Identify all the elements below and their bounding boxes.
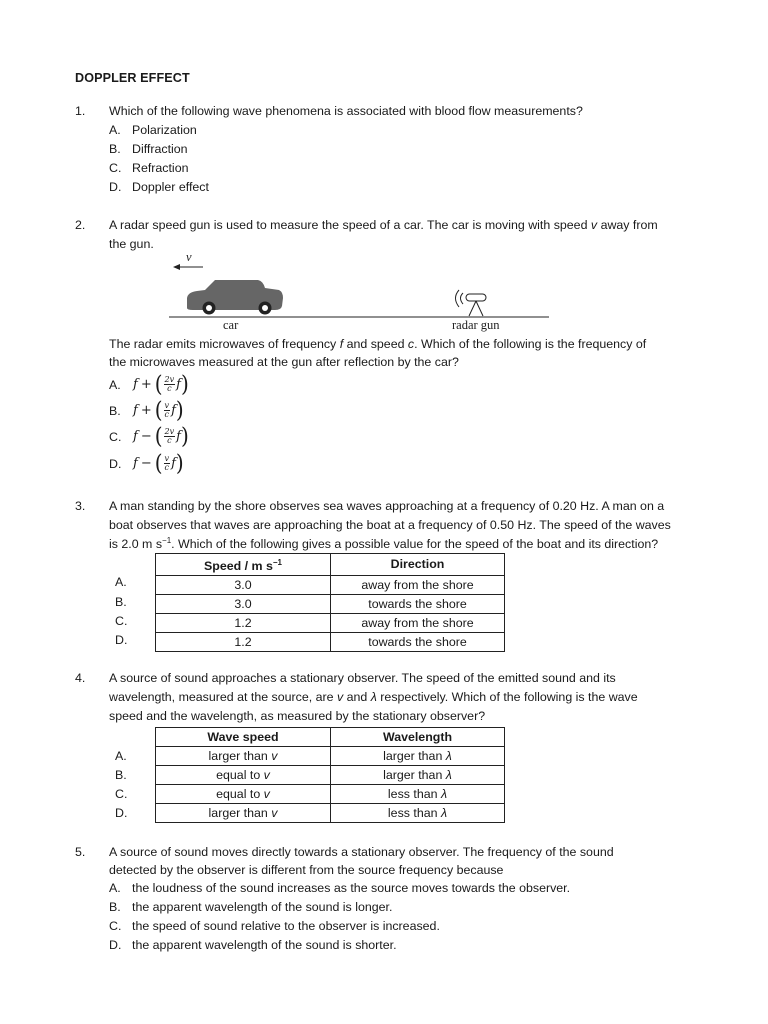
fraction-numerator: v [164,400,170,410]
table-cell [156,785,331,804]
fraction [164,376,176,393]
option-label: D. [109,180,122,194]
table-cell [156,804,331,823]
cell-text: less than [387,786,441,801]
row-label: C. [115,614,128,628]
variable-lambda: λ [440,786,448,801]
question-number: 3. [75,499,86,513]
question-text: A source of sound moves directly towards a stationary observer. The frequency of the sound [109,845,614,859]
paren-close: ) [180,422,189,450]
question-text: boat observes that waves are approaching the boat at a frequency of 0.50 Hz. The speed of the waves [109,518,671,532]
question-number: 5. [75,845,86,859]
question-text: Which of the following wave phenomena is associated with blood flow measurements? [109,104,583,118]
option-text: Doppler effect [132,180,209,194]
option-formula [133,449,184,477]
variable-v: v [590,218,598,232]
table-header: Wave speed [156,728,331,747]
formula-tail: f [176,376,181,392]
formula-operator: + [140,402,152,418]
formula-operator: + [140,376,152,392]
fraction-numerator: 2v [164,374,175,384]
question-number: 4. [75,671,86,685]
text-run: away from [597,218,658,232]
row-label: A. [115,749,127,763]
header-text: Speed / m s [204,559,273,574]
superscript: −1 [162,536,172,545]
fraction-denominator: c [164,409,170,419]
formula-operator: − [140,428,152,444]
table-row [156,576,505,595]
table-cell [331,747,505,766]
text-run: is 2.0 m s [109,537,163,552]
table-cell [331,785,505,804]
table-row [156,595,505,614]
option-label: D. [109,938,122,952]
paren-close: ) [175,449,184,477]
option-text: the loudness of the sound increases as the source moves towards the observer. [132,881,571,895]
table-header-row [156,728,505,747]
table-row [156,804,505,823]
table-header: Wavelength [331,728,505,747]
table-row [156,747,505,766]
option-formula [133,370,189,398]
car-icon [187,280,283,315]
question-text: speed and the wavelength, as measured by the stationary observer? [109,709,486,723]
row-label: C. [115,787,128,801]
option-label: D. [109,457,122,471]
fraction [164,402,171,419]
option-text: Diffraction [132,142,188,156]
table-cell [156,766,331,785]
variable-v: v [271,805,278,820]
cell-text: equal to [216,767,264,782]
table-cell: 1.2 [156,633,331,652]
fraction [164,455,171,472]
question-text: detected by the observer is different from the source frequency because [109,863,504,877]
fraction-numerator: 2v [164,426,175,436]
option-text: the apparent wavelength of the sound is shorter. [132,938,397,952]
text-run: wavelength, measured at the source, are [109,690,337,704]
table-cell [331,766,505,785]
option-formula [133,396,184,424]
option-text: Refraction [132,161,189,175]
cell-text: larger than [208,748,272,763]
answer-table [155,553,505,652]
variable-v: v [271,748,278,763]
option-text: the apparent wavelength of the sound is longer. [132,900,393,914]
option-text: Polarization [132,123,197,137]
velocity-label: v [186,250,192,264]
row-label: D. [115,806,128,820]
question-text: the gun. [109,237,154,251]
question-text: A source of sound approaches a stationary observer. The speed of the emitted sound and its [109,671,616,685]
row-label: B. [115,768,127,782]
variable-f: f [339,337,344,351]
variable-lambda: λ [370,690,377,704]
option-label: C. [109,161,122,175]
question-number: 1. [75,104,86,118]
fraction-numerator: v [164,453,170,463]
cell-text: larger than [383,748,446,763]
question-text [109,536,658,551]
formula-base: f [133,402,138,418]
table-cell: away from the shore [331,614,505,633]
superscript: −1 [272,558,282,567]
text-run: A radar speed gun is used to measure the speed of a car. The car is moving with speed [109,218,591,232]
table-cell: towards the shore [331,633,505,652]
row-label: D. [115,633,128,647]
question-text: the microwaves measured at the gun after reflection by the car? [109,355,459,369]
cell-text: larger than [208,805,272,820]
table-cell [331,804,505,823]
table-cell: towards the shore [331,595,505,614]
table-row [156,785,505,804]
cell-text: less than [387,805,441,820]
row-label: A. [115,575,127,589]
formula-base: f [133,428,138,444]
option-label: A. [109,378,121,392]
fraction-denominator: c [167,435,172,445]
table-cell: away from the shore [331,576,505,595]
text-run: and [343,690,371,704]
text-run: The radar emits microwaves of frequency [109,337,340,351]
paren-open: ( [154,422,163,450]
variable-v: v [263,786,270,801]
fraction-denominator: c [167,383,172,393]
page-title: DOPPLER EFFECT [75,71,190,85]
table-row [156,766,505,785]
table-header [156,554,331,576]
variable-c: c [407,337,415,351]
variable-lambda: λ [445,767,452,782]
fraction-denominator: c [164,462,170,472]
option-formula [133,422,189,450]
variable-v: v [336,690,344,704]
table-row [156,633,505,652]
option-label: C. [109,430,122,444]
variable-lambda: λ [440,805,448,820]
paren-open: ( [154,370,163,398]
fraction [164,428,176,445]
option-label: B. [109,142,121,156]
question-number: 2. [75,218,86,232]
table-cell: 3.0 [156,595,331,614]
text-run: respectively. Which of the following is the wave [376,690,638,704]
answer-table [155,727,505,823]
option-label: B. [109,404,121,418]
question-text [109,337,646,351]
table-cell: 1.2 [156,614,331,633]
option-label: A. [109,123,121,137]
paren-close: ) [175,396,184,424]
cell-text: equal to [216,786,264,801]
car-radar-diagram [165,250,555,335]
formula-tail: f [171,402,176,418]
paren-open: ( [154,449,163,477]
option-label: B. [109,900,121,914]
option-label: C. [109,919,122,933]
text-run: and speed [343,337,408,351]
formula-tail: f [176,428,181,444]
variable-v: v [263,767,270,782]
table-cell [156,747,331,766]
formula-tail: f [171,455,176,471]
question-text [109,218,658,232]
formula-operator: − [140,455,152,471]
paren-close: ) [180,370,189,398]
table-cell: 3.0 [156,576,331,595]
text-run: . Which of the following is the frequency of [414,337,647,351]
cell-text: larger than [383,767,446,782]
row-label: B. [115,595,127,609]
option-label: A. [109,881,121,895]
radar-gun-icon [456,290,487,316]
question-text: A man standing by the shore observes sea waves approaching at a frequency of 0.20 Hz. A man on a [109,499,665,513]
car-label: car [223,318,239,332]
variable-lambda: λ [445,748,452,763]
table-header: Direction [331,554,505,576]
paren-open: ( [154,396,163,424]
option-text: the speed of sound relative to the observer is increased. [132,919,440,933]
table-row [156,614,505,633]
question-text [109,690,638,704]
text-run: . Which of the following gives a possible value for the speed of the boat and its direction? [171,537,659,552]
table-header-row [156,554,505,576]
formula-base: f [133,455,138,471]
formula-base: f [133,376,138,392]
radar-gun-label: radar gun [452,318,500,332]
